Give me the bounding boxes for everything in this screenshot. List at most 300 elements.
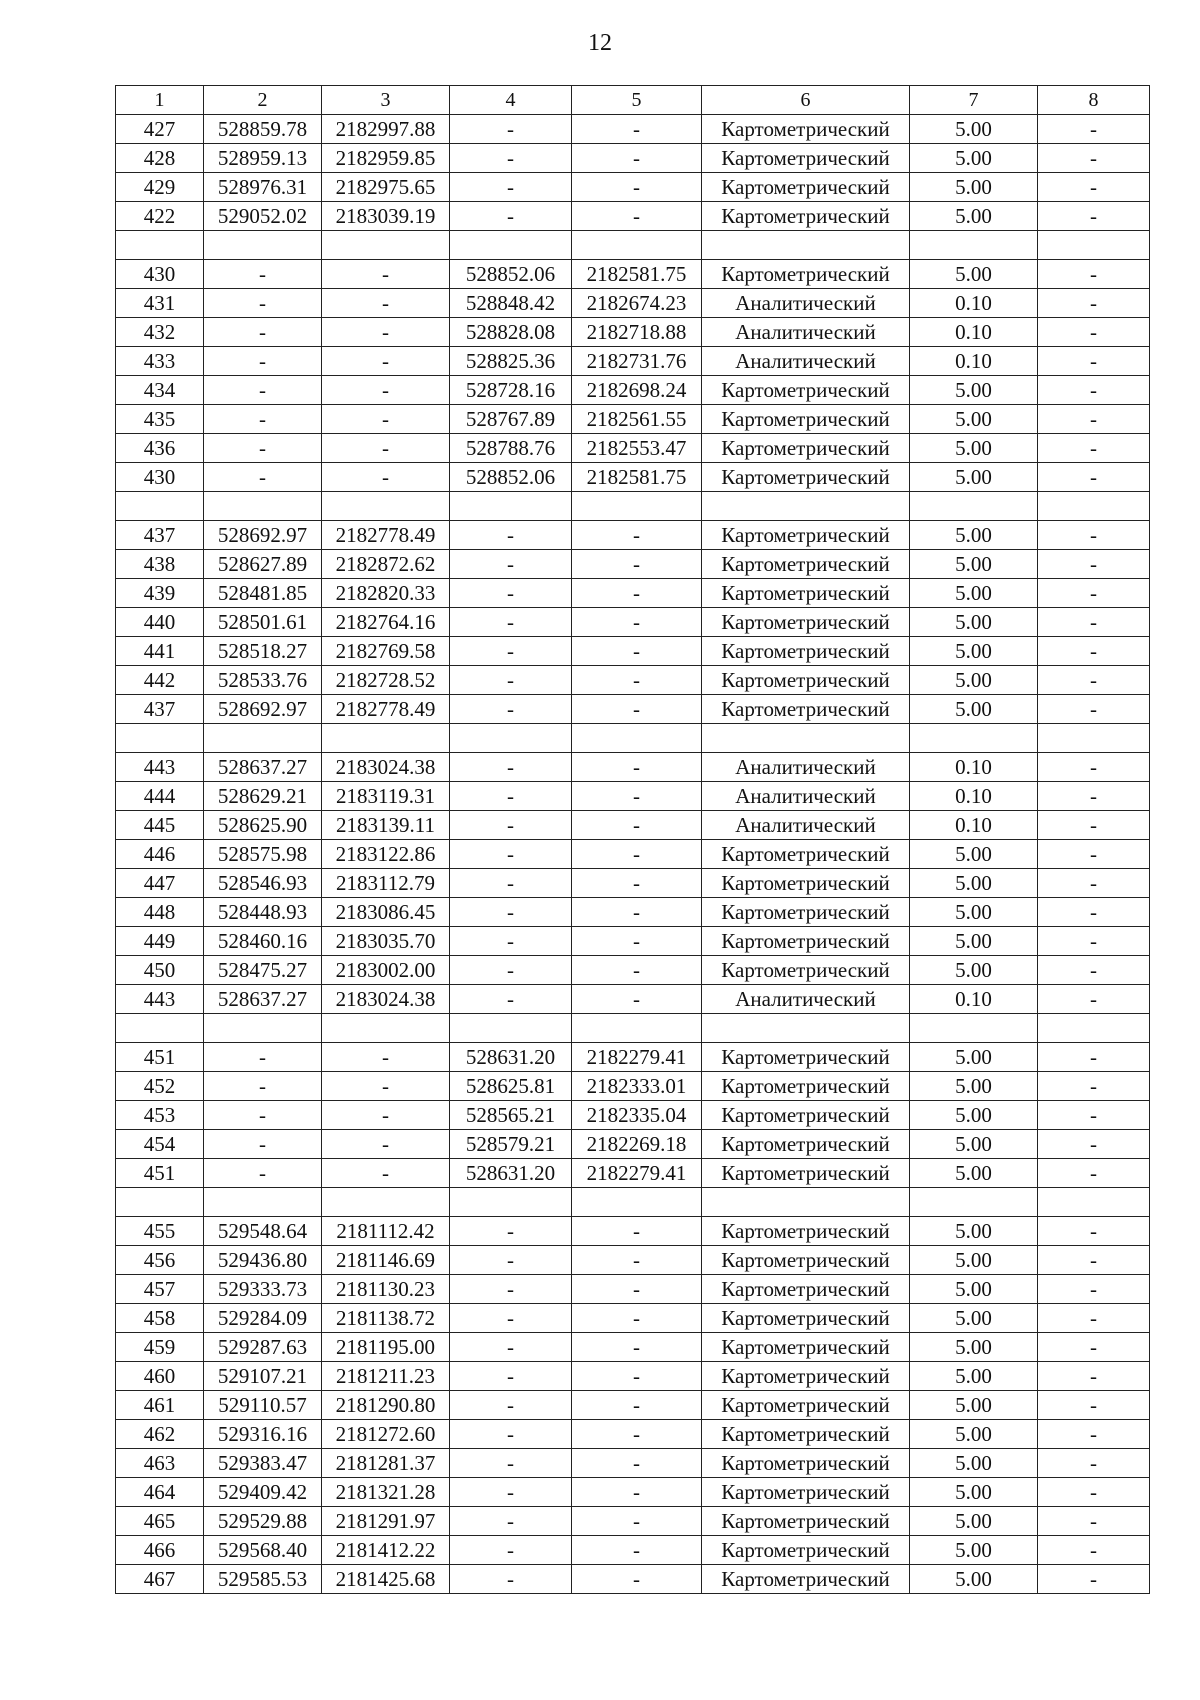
table-row: [116, 753, 1150, 782]
table-row: [116, 869, 1150, 898]
accuracy-cell: 5.00: [910, 1217, 1038, 1246]
description-cell: -: [1038, 1362, 1150, 1391]
y-coord-alt-cell: -: [572, 782, 702, 811]
y-coord-alt-cell: -: [572, 811, 702, 840]
method-cell: Картометрический: [702, 666, 910, 695]
y-coord-cell: 2183112.79: [322, 869, 450, 898]
point-number-cell: 430: [116, 260, 204, 289]
table-row: [116, 666, 1150, 695]
table-row: [116, 260, 1150, 289]
accuracy-cell: 5.00: [910, 1362, 1038, 1391]
x-coord-alt-cell: -: [450, 1217, 572, 1246]
accuracy-cell: 5.00: [910, 1130, 1038, 1159]
accuracy-cell: 5.00: [910, 898, 1038, 927]
description-cell: -: [1038, 869, 1150, 898]
x-coord-cell: -: [204, 260, 322, 289]
point-number-cell: 438: [116, 550, 204, 579]
method-cell: Аналитический: [702, 347, 910, 376]
method-cell: Картометрический: [702, 1246, 910, 1275]
y-coord-alt-cell: -: [572, 695, 702, 724]
description-cell: -: [1038, 1391, 1150, 1420]
method-cell: [702, 1188, 910, 1217]
table-separator-row: [116, 231, 1150, 260]
table-row: [116, 1478, 1150, 1507]
point-number-cell: 444: [116, 782, 204, 811]
point-number-cell: 451: [116, 1159, 204, 1188]
x-coord-alt-cell: -: [450, 637, 572, 666]
y-coord-alt-cell: -: [572, 1304, 702, 1333]
y-coord-cell: 2182997.88: [322, 115, 450, 144]
point-number-cell: [116, 231, 204, 260]
point-number-cell: 429: [116, 173, 204, 202]
y-coord-alt-cell: -: [572, 1565, 702, 1594]
x-coord-cell: -: [204, 434, 322, 463]
accuracy-cell: 5.00: [910, 405, 1038, 434]
y-coord-cell: 2181211.23: [322, 1362, 450, 1391]
y-coord-alt-cell: -: [572, 1333, 702, 1362]
method-cell: Картометрический: [702, 1391, 910, 1420]
accuracy-cell: 5.00: [910, 637, 1038, 666]
y-coord-alt-cell: 2182333.01: [572, 1072, 702, 1101]
y-coord-cell: -: [322, 318, 450, 347]
table-row: [116, 1101, 1150, 1130]
y-coord-alt-cell: -: [572, 1362, 702, 1391]
table-row: [116, 1304, 1150, 1333]
method-cell: Картометрический: [702, 434, 910, 463]
point-number-cell: 430: [116, 463, 204, 492]
x-coord-alt-cell: -: [450, 811, 572, 840]
accuracy-cell: 5.00: [910, 608, 1038, 637]
accuracy-cell: [910, 1188, 1038, 1217]
accuracy-cell: [910, 1014, 1038, 1043]
description-cell: -: [1038, 1420, 1150, 1449]
description-cell: -: [1038, 1507, 1150, 1536]
point-number-cell: 436: [116, 434, 204, 463]
table-row: [116, 289, 1150, 318]
y-coord-alt-cell: [572, 492, 702, 521]
x-coord-alt-cell: -: [450, 1333, 572, 1362]
accuracy-cell: 0.10: [910, 985, 1038, 1014]
y-coord-cell: 2183119.31: [322, 782, 450, 811]
y-coord-alt-cell: -: [572, 1507, 702, 1536]
method-cell: Картометрический: [702, 115, 910, 144]
table-row: [116, 1507, 1150, 1536]
table-row: [116, 1130, 1150, 1159]
method-cell: Картометрический: [702, 898, 910, 927]
y-coord-alt-cell: 2182269.18: [572, 1130, 702, 1159]
description-cell: -: [1038, 521, 1150, 550]
method-cell: Картометрический: [702, 1072, 910, 1101]
x-coord-cell: 528629.21: [204, 782, 322, 811]
method-cell: Картометрический: [702, 463, 910, 492]
point-number-cell: 449: [116, 927, 204, 956]
table-row: [116, 1072, 1150, 1101]
y-coord-cell: 2181130.23: [322, 1275, 450, 1304]
method-cell: Картометрический: [702, 1217, 910, 1246]
accuracy-cell: 5.00: [910, 956, 1038, 985]
x-coord-cell: 528859.78: [204, 115, 322, 144]
point-number-cell: 454: [116, 1130, 204, 1159]
y-coord-alt-cell: -: [572, 1275, 702, 1304]
description-cell: -: [1038, 260, 1150, 289]
description-cell: -: [1038, 782, 1150, 811]
x-coord-alt-cell: -: [450, 202, 572, 231]
x-coord-alt-cell: -: [450, 666, 572, 695]
y-coord-alt-cell: -: [572, 985, 702, 1014]
method-cell: Картометрический: [702, 1275, 910, 1304]
x-coord-alt-cell: [450, 1014, 572, 1043]
x-coord-alt-cell: -: [450, 1246, 572, 1275]
y-coord-alt-cell: 2182674.23: [572, 289, 702, 318]
accuracy-cell: 5.00: [910, 840, 1038, 869]
accuracy-cell: 5.00: [910, 695, 1038, 724]
x-coord-cell: -: [204, 1043, 322, 1072]
x-coord-cell: 528692.97: [204, 521, 322, 550]
y-coord-cell: 2181146.69: [322, 1246, 450, 1275]
y-coord-cell: 2182820.33: [322, 579, 450, 608]
table-row: [116, 985, 1150, 1014]
point-number-cell: 445: [116, 811, 204, 840]
x-coord-cell: -: [204, 318, 322, 347]
accuracy-cell: 0.10: [910, 289, 1038, 318]
column-header: 3: [322, 86, 450, 115]
x-coord-alt-cell: -: [450, 869, 572, 898]
description-cell: -: [1038, 405, 1150, 434]
y-coord-cell: 2183024.38: [322, 985, 450, 1014]
y-coord-cell: -: [322, 289, 450, 318]
x-coord-cell: 528448.93: [204, 898, 322, 927]
y-coord-alt-cell: -: [572, 753, 702, 782]
x-coord-cell: -: [204, 1130, 322, 1159]
table-row: [116, 1333, 1150, 1362]
x-coord-cell: [204, 1014, 322, 1043]
point-number-cell: 432: [116, 318, 204, 347]
table-row: [116, 1391, 1150, 1420]
accuracy-cell: 5.00: [910, 1275, 1038, 1304]
point-number-cell: 459: [116, 1333, 204, 1362]
x-coord-cell: 528627.89: [204, 550, 322, 579]
x-coord-alt-cell: -: [450, 579, 572, 608]
method-cell: Картометрический: [702, 1507, 910, 1536]
y-coord-cell: 2181425.68: [322, 1565, 450, 1594]
coordinates-table: [115, 85, 1150, 1594]
point-number-cell: 456: [116, 1246, 204, 1275]
table-row: [116, 1449, 1150, 1478]
y-coord-cell: -: [322, 1159, 450, 1188]
x-coord-cell: [204, 231, 322, 260]
description-cell: -: [1038, 115, 1150, 144]
x-coord-alt-cell: 528631.20: [450, 1043, 572, 1072]
point-number-cell: 458: [116, 1304, 204, 1333]
description-cell: -: [1038, 637, 1150, 666]
method-cell: Аналитический: [702, 318, 910, 347]
y-coord-alt-cell: -: [572, 173, 702, 202]
y-coord-cell: [322, 1014, 450, 1043]
accuracy-cell: 0.10: [910, 347, 1038, 376]
y-coord-alt-cell: -: [572, 898, 702, 927]
method-cell: Картометрический: [702, 1420, 910, 1449]
x-coord-cell: [204, 492, 322, 521]
table-row: [116, 637, 1150, 666]
accuracy-cell: 5.00: [910, 144, 1038, 173]
table-row: [116, 695, 1150, 724]
y-coord-cell: 2181138.72: [322, 1304, 450, 1333]
x-coord-alt-cell: -: [450, 115, 572, 144]
method-cell: Картометрический: [702, 202, 910, 231]
method-cell: Картометрический: [702, 173, 910, 202]
y-coord-alt-cell: -: [572, 579, 702, 608]
description-cell: -: [1038, 927, 1150, 956]
table-body: [116, 86, 1150, 1594]
description-cell: -: [1038, 811, 1150, 840]
x-coord-alt-cell: -: [450, 608, 572, 637]
method-cell: Аналитический: [702, 811, 910, 840]
x-coord-cell: 528575.98: [204, 840, 322, 869]
x-coord-alt-cell: -: [450, 1536, 572, 1565]
x-coord-alt-cell: -: [450, 753, 572, 782]
table-separator-row: [116, 724, 1150, 753]
description-cell: -: [1038, 1449, 1150, 1478]
y-coord-alt-cell: 2182553.47: [572, 434, 702, 463]
x-coord-alt-cell: -: [450, 927, 572, 956]
x-coord-alt-cell: -: [450, 956, 572, 985]
description-cell: -: [1038, 1333, 1150, 1362]
y-coord-alt-cell: [572, 231, 702, 260]
x-coord-cell: 528959.13: [204, 144, 322, 173]
y-coord-cell: -: [322, 463, 450, 492]
point-number-cell: 448: [116, 898, 204, 927]
accuracy-cell: [910, 724, 1038, 753]
table-row: [116, 115, 1150, 144]
x-coord-cell: 529316.16: [204, 1420, 322, 1449]
accuracy-cell: 5.00: [910, 260, 1038, 289]
column-header: 2: [204, 86, 322, 115]
x-coord-cell: 528475.27: [204, 956, 322, 985]
accuracy-cell: 5.00: [910, 1333, 1038, 1362]
y-coord-alt-cell: -: [572, 840, 702, 869]
accuracy-cell: [910, 492, 1038, 521]
x-coord-alt-cell: 528565.21: [450, 1101, 572, 1130]
y-coord-cell: 2182872.62: [322, 550, 450, 579]
y-coord-cell: 2181195.00: [322, 1333, 450, 1362]
accuracy-cell: [910, 231, 1038, 260]
x-coord-cell: -: [204, 463, 322, 492]
x-coord-cell: -: [204, 1101, 322, 1130]
y-coord-alt-cell: -: [572, 1420, 702, 1449]
table-row: [116, 318, 1150, 347]
table-row: [116, 1420, 1150, 1449]
method-cell: Картометрический: [702, 521, 910, 550]
description-cell: [1038, 1014, 1150, 1043]
y-coord-alt-cell: [572, 1014, 702, 1043]
point-number-cell: 455: [116, 1217, 204, 1246]
y-coord-cell: 2183122.86: [322, 840, 450, 869]
accuracy-cell: 5.00: [910, 1536, 1038, 1565]
y-coord-alt-cell: [572, 724, 702, 753]
method-cell: [702, 724, 910, 753]
description-cell: -: [1038, 753, 1150, 782]
y-coord-cell: [322, 1188, 450, 1217]
accuracy-cell: 5.00: [910, 1449, 1038, 1478]
method-cell: Картометрический: [702, 1449, 910, 1478]
point-number-cell: 460: [116, 1362, 204, 1391]
y-coord-cell: -: [322, 1130, 450, 1159]
table-separator-row: [116, 1014, 1150, 1043]
table-row: [116, 782, 1150, 811]
method-cell: Картометрический: [702, 1333, 910, 1362]
x-coord-alt-cell: [450, 1188, 572, 1217]
description-cell: -: [1038, 173, 1150, 202]
x-coord-alt-cell: 528848.42: [450, 289, 572, 318]
y-coord-cell: 2181412.22: [322, 1536, 450, 1565]
y-coord-cell: 2183024.38: [322, 753, 450, 782]
x-coord-alt-cell: -: [450, 1391, 572, 1420]
accuracy-cell: 5.00: [910, 579, 1038, 608]
point-number-cell: 437: [116, 695, 204, 724]
description-cell: -: [1038, 579, 1150, 608]
accuracy-cell: 5.00: [910, 1391, 1038, 1420]
x-coord-alt-cell: 528579.21: [450, 1130, 572, 1159]
x-coord-cell: 528546.93: [204, 869, 322, 898]
x-coord-alt-cell: -: [450, 985, 572, 1014]
column-header: 5: [572, 86, 702, 115]
accuracy-cell: 5.00: [910, 1478, 1038, 1507]
y-coord-cell: -: [322, 347, 450, 376]
point-number-cell: 437: [116, 521, 204, 550]
y-coord-cell: 2182728.52: [322, 666, 450, 695]
table-row: [116, 579, 1150, 608]
description-cell: -: [1038, 985, 1150, 1014]
y-coord-cell: [322, 231, 450, 260]
accuracy-cell: 5.00: [910, 666, 1038, 695]
accuracy-cell: 5.00: [910, 1565, 1038, 1594]
point-number-cell: 443: [116, 985, 204, 1014]
point-number-cell: 447: [116, 869, 204, 898]
x-coord-cell: -: [204, 1072, 322, 1101]
table-row: [116, 347, 1150, 376]
y-coord-cell: -: [322, 1101, 450, 1130]
y-coord-alt-cell: 2182279.41: [572, 1043, 702, 1072]
accuracy-cell: 5.00: [910, 1043, 1038, 1072]
x-coord-cell: 529284.09: [204, 1304, 322, 1333]
x-coord-cell: 528637.27: [204, 985, 322, 1014]
table-separator-row: [116, 1188, 1150, 1217]
x-coord-alt-cell: -: [450, 1507, 572, 1536]
y-coord-cell: [322, 492, 450, 521]
accuracy-cell: 5.00: [910, 1304, 1038, 1333]
x-coord-cell: 528692.97: [204, 695, 322, 724]
method-cell: Картометрический: [702, 1130, 910, 1159]
description-cell: [1038, 1188, 1150, 1217]
point-number-cell: [116, 724, 204, 753]
point-number-cell: 457: [116, 1275, 204, 1304]
y-coord-alt-cell: -: [572, 1449, 702, 1478]
x-coord-alt-cell: 528852.06: [450, 463, 572, 492]
x-coord-cell: 529436.80: [204, 1246, 322, 1275]
x-coord-cell: 529333.73: [204, 1275, 322, 1304]
accuracy-cell: 5.00: [910, 1507, 1038, 1536]
method-cell: Картометрический: [702, 376, 910, 405]
table-row: [116, 1043, 1150, 1072]
x-coord-alt-cell: -: [450, 1565, 572, 1594]
table-row: [116, 1565, 1150, 1594]
accuracy-cell: 5.00: [910, 463, 1038, 492]
y-coord-cell: 2181291.97: [322, 1507, 450, 1536]
y-coord-cell: 2181290.80: [322, 1391, 450, 1420]
y-coord-alt-cell: 2182279.41: [572, 1159, 702, 1188]
description-cell: -: [1038, 1072, 1150, 1101]
x-coord-cell: 528533.76: [204, 666, 322, 695]
description-cell: [1038, 492, 1150, 521]
y-coord-alt-cell: -: [572, 637, 702, 666]
description-cell: -: [1038, 1246, 1150, 1275]
x-coord-cell: -: [204, 405, 322, 434]
x-coord-alt-cell: -: [450, 898, 572, 927]
table-row: [116, 608, 1150, 637]
x-coord-alt-cell: 528825.36: [450, 347, 572, 376]
description-cell: -: [1038, 840, 1150, 869]
point-number-cell: 464: [116, 1478, 204, 1507]
method-cell: Картометрический: [702, 869, 910, 898]
y-coord-alt-cell: 2182335.04: [572, 1101, 702, 1130]
point-number-cell: 433: [116, 347, 204, 376]
point-number-cell: [116, 492, 204, 521]
point-number-cell: [116, 1014, 204, 1043]
y-coord-alt-cell: -: [572, 956, 702, 985]
point-number-cell: 427: [116, 115, 204, 144]
x-coord-alt-cell: -: [450, 1304, 572, 1333]
x-coord-alt-cell: -: [450, 1275, 572, 1304]
x-coord-alt-cell: 528728.16: [450, 376, 572, 405]
table-row: [116, 811, 1150, 840]
x-coord-alt-cell: [450, 492, 572, 521]
x-coord-alt-cell: -: [450, 550, 572, 579]
method-cell: Картометрический: [702, 144, 910, 173]
y-coord-cell: 2183039.19: [322, 202, 450, 231]
x-coord-alt-cell: -: [450, 173, 572, 202]
description-cell: -: [1038, 347, 1150, 376]
x-coord-cell: 528481.85: [204, 579, 322, 608]
method-cell: Картометрический: [702, 840, 910, 869]
y-coord-cell: 2183086.45: [322, 898, 450, 927]
y-coord-cell: -: [322, 1043, 450, 1072]
description-cell: -: [1038, 1275, 1150, 1304]
accuracy-cell: 5.00: [910, 1072, 1038, 1101]
column-header: 4: [450, 86, 572, 115]
x-coord-cell: 528460.16: [204, 927, 322, 956]
method-cell: Картометрический: [702, 405, 910, 434]
description-cell: [1038, 724, 1150, 753]
y-coord-cell: -: [322, 434, 450, 463]
table-row: [116, 144, 1150, 173]
x-coord-cell: 528518.27: [204, 637, 322, 666]
x-coord-alt-cell: -: [450, 695, 572, 724]
point-number-cell: 435: [116, 405, 204, 434]
table-row: [116, 927, 1150, 956]
description-cell: -: [1038, 1043, 1150, 1072]
point-number-cell: 466: [116, 1536, 204, 1565]
y-coord-alt-cell: -: [572, 144, 702, 173]
x-coord-alt-cell: -: [450, 1362, 572, 1391]
table-row: [116, 840, 1150, 869]
x-coord-cell: 529287.63: [204, 1333, 322, 1362]
x-coord-alt-cell: 528828.08: [450, 318, 572, 347]
y-coord-cell: 2183139.11: [322, 811, 450, 840]
y-coord-cell: 2181281.37: [322, 1449, 450, 1478]
table-row: [116, 1275, 1150, 1304]
x-coord-alt-cell: -: [450, 1420, 572, 1449]
method-cell: Картометрический: [702, 260, 910, 289]
